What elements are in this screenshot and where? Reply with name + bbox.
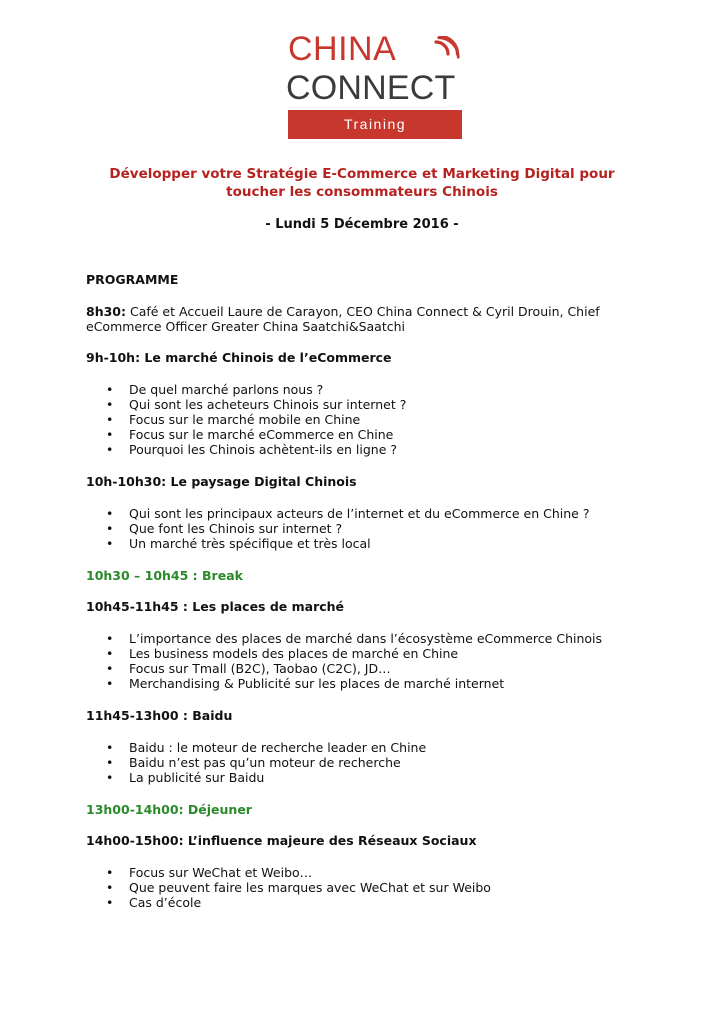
section-heading: 14h00-15h00: L’influence majeure des Réseaux Sociaux [86,833,477,848]
list-item: • Qui sont les acheteurs Chinois sur internet ? [86,397,646,412]
logo-china-text: CHINA [288,30,397,68]
title-line-1: Développer votre Stratégie E-Commerce et Marketing Digital pour [109,166,615,182]
lunch-heading: 13h00-14h00: Déjeuner [86,802,252,817]
section-list [86,865,646,910]
logo-training-band: Training [288,110,462,139]
section-list [86,631,646,691]
document-title [80,165,644,201]
section-heading: 10h-10h30: Le paysage Digital Chinois [86,474,357,489]
programme-content [86,272,646,910]
list-item: • La publicité sur Baidu [86,770,646,785]
title-line-2: toucher les consommateurs Chinois [226,184,498,200]
section-heading: 11h45-13h00 : Baidu [86,708,233,723]
china-connect-logo [286,28,464,142]
intro-text-line-1: Café et Accueil Laure de Carayon, CEO China Connect & Cyril Drouin, Chief [126,304,600,319]
list-item: • Que peuvent faire les marques avec WeChat et sur Weibo [86,880,646,895]
intro-text-line-2: eCommerce Officer Greater China Saatchi&Saatchi [86,319,405,334]
list-item: • Cas d’école [86,895,646,910]
section-heading: 9h-10h: Le marché Chinois de l’eCommerce [86,350,392,365]
list-item: • Baidu n’est pas qu’un moteur de recherche [86,755,646,770]
event-date: - Lundi 5 Décembre 2016 - [265,217,459,232]
list-item: • Merchandising & Publicité sur les places de marché internet [86,676,646,691]
section-list [86,740,646,785]
signal-waves-icon [434,36,464,66]
list-item: • Focus sur Tmall (B2C), Taobao (C2C), JD… [86,661,646,676]
intro-paragraph [86,304,646,334]
list-item: • Que font les Chinois sur internet ? [86,521,646,536]
list-item: • Focus sur le marché mobile en Chine [86,412,646,427]
list-item: • Un marché très spécifique et très local [86,536,646,551]
list-item: • Qui sont les principaux acteurs de l’internet et du eCommerce en Chine ? [86,506,646,521]
logo-connect-text: CONNECT [286,69,456,107]
intro-time: 8h30: [86,304,126,319]
list-item: • Focus sur le marché eCommerce en Chine [86,427,646,442]
list-item: • Baidu : le moteur de recherche leader en Chine [86,740,646,755]
section-list [86,382,646,457]
section-heading: 10h45-11h45 : Les places de marché [86,599,345,614]
programme-label: PROGRAMME [86,272,179,287]
list-item: • L’importance des places de marché dans l’écosystème eCommerce Chinois [86,631,646,646]
list-item: • Pourquoi les Chinois achètent-ils en ligne ? [86,442,646,457]
section-list [86,506,646,551]
list-item: • De quel marché parlons nous ? [86,382,646,397]
list-item: • Focus sur WeChat et Weibo… [86,865,646,880]
list-item: • Les business models des places de marché en Chine [86,646,646,661]
break-heading: 10h30 – 10h45 : Break [86,568,243,583]
